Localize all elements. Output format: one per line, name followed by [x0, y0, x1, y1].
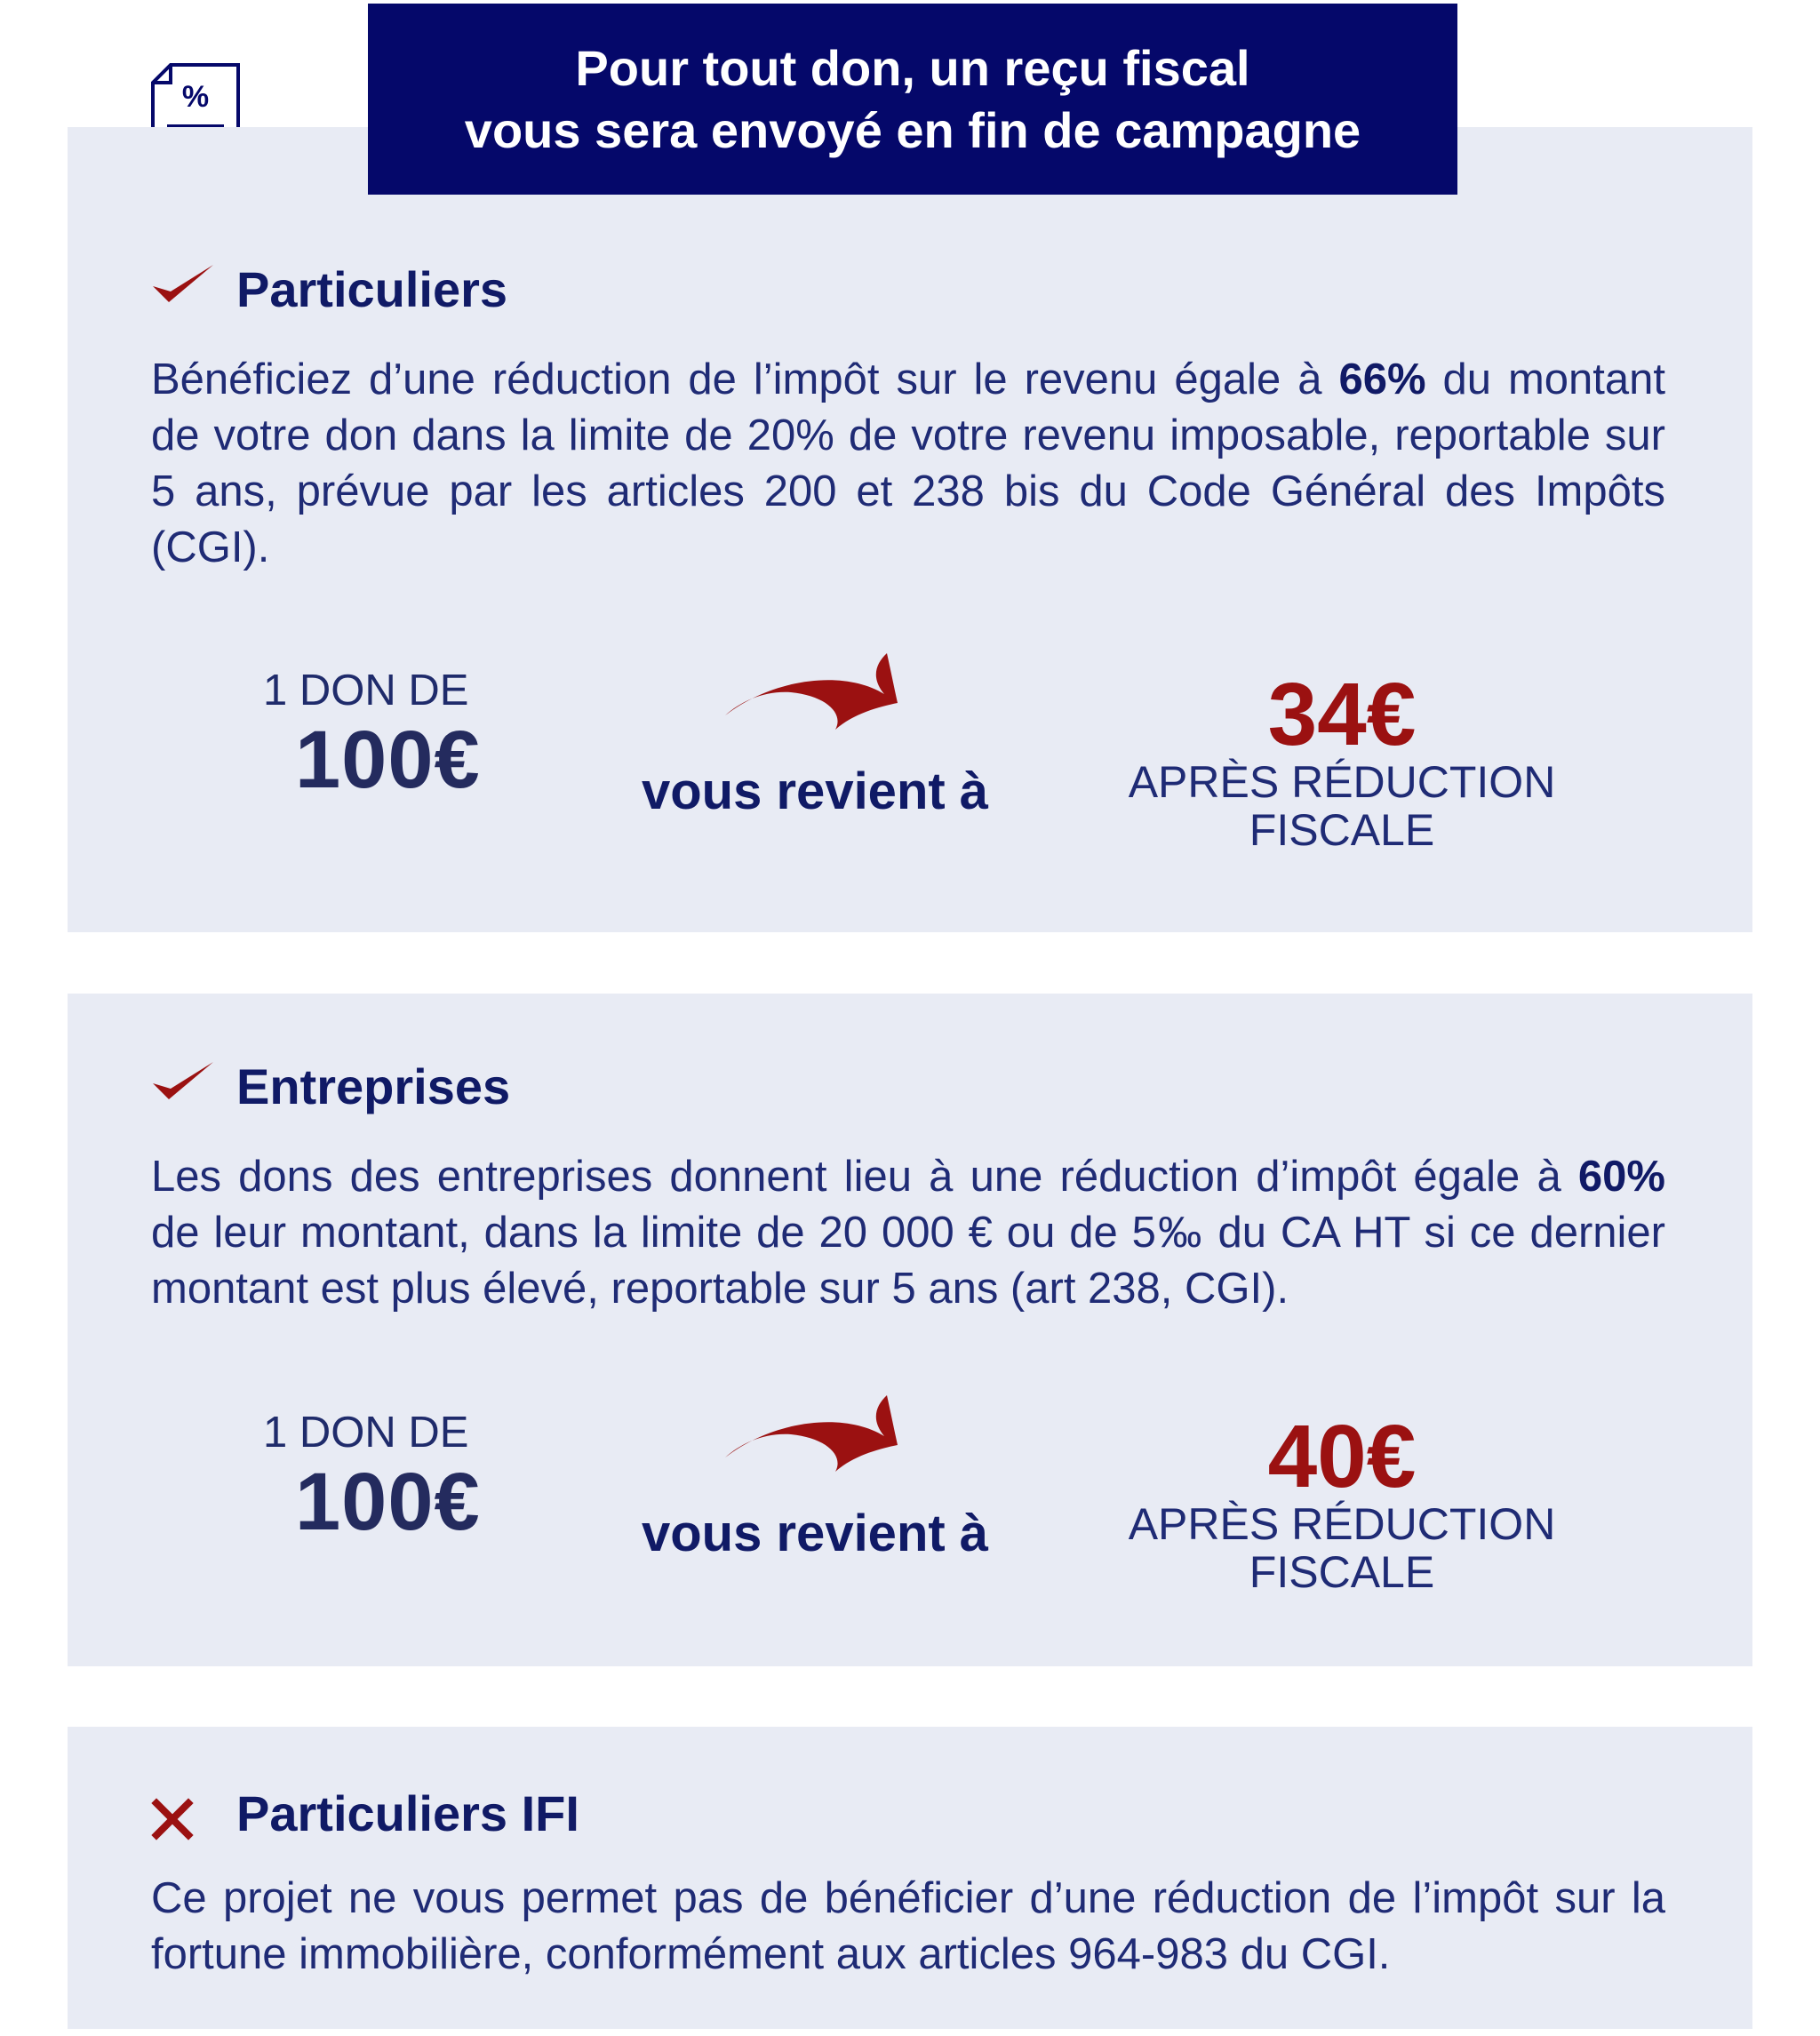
don-amount: 100€ — [295, 1457, 481, 1547]
checkmark-icon — [149, 1057, 217, 1106]
section-title-entreprises: Entreprises — [236, 1058, 511, 1114]
para-bold-rate: 60% — [1577, 1153, 1665, 1201]
panel-entreprises — [68, 994, 1752, 1666]
panel-ifi — [68, 1727, 1752, 2029]
result-caption — [1075, 1500, 1608, 1596]
banner-line-1: Pour tout don, un reçu fiscal — [575, 39, 1250, 96]
cross-icon — [151, 1798, 194, 1840]
don-amount: 100€ — [295, 715, 481, 805]
banner-line-2: vous sera envoyé en fin de campagne — [464, 101, 1361, 158]
result-caption-line-2: FISCALE — [1249, 1547, 1435, 1597]
result-caption-line-2: FISCALE — [1249, 805, 1435, 855]
para-text-b: du montant de votre don dans la limite de 20% de votre revenu imposable, reportable sur 5 ans, prévue par les articles 200 et 238 bis du Code Général des Impôts (CGI). — [151, 355, 1666, 571]
svg-text:%: % — [181, 80, 210, 114]
swoosh-arrow-icon — [720, 1393, 915, 1491]
revient-label: vous revient à — [642, 1505, 989, 1562]
result-caption — [1075, 758, 1608, 854]
para-text-a: Les dons des entreprises donnent lieu à une réduction d’impôt égale à — [151, 1153, 1578, 1201]
swoosh-arrow-icon — [720, 651, 915, 749]
paragraph-entreprises — [151, 1149, 1665, 1317]
paragraph-particuliers — [151, 352, 1665, 576]
result-caption-line-1: APRÈS RÉDUCTION — [1128, 757, 1556, 807]
section-title-particuliers: Particuliers — [236, 261, 508, 317]
result-caption-line-1: APRÈS RÉDUCTION — [1128, 1499, 1556, 1549]
don-label: 1 DON DE — [263, 1409, 469, 1457]
para-text-a: Bénéficiez d’une réduction de l’impôt sur le revenu égale à — [151, 355, 1339, 403]
header-banner — [368, 4, 1457, 195]
para-bold-rate: 66% — [1338, 355, 1426, 403]
revient-label: vous revient à — [642, 763, 989, 820]
para-text-b: de leur montant, dans la limite de 20 000 € ou de 5‰ du CA HT si ce dernier montant est plus élevé, reportable sur 5 ans (art 238, CGI). — [151, 1209, 1665, 1313]
panel-particuliers — [68, 127, 1752, 932]
result-amount: 40€ — [1267, 1407, 1417, 1506]
paragraph-ifi: Ce projet ne vous permet pas de bénéficier d’une réduction de l’impôt sur la fortune immobilière, conformément aux articles 964-983 du CGI. — [151, 1874, 1665, 1978]
result-amount: 34€ — [1267, 665, 1417, 764]
section-title-ifi: Particuliers IFI — [236, 1785, 579, 1841]
don-label: 1 DON DE — [263, 667, 469, 715]
checkmark-icon — [149, 259, 217, 309]
